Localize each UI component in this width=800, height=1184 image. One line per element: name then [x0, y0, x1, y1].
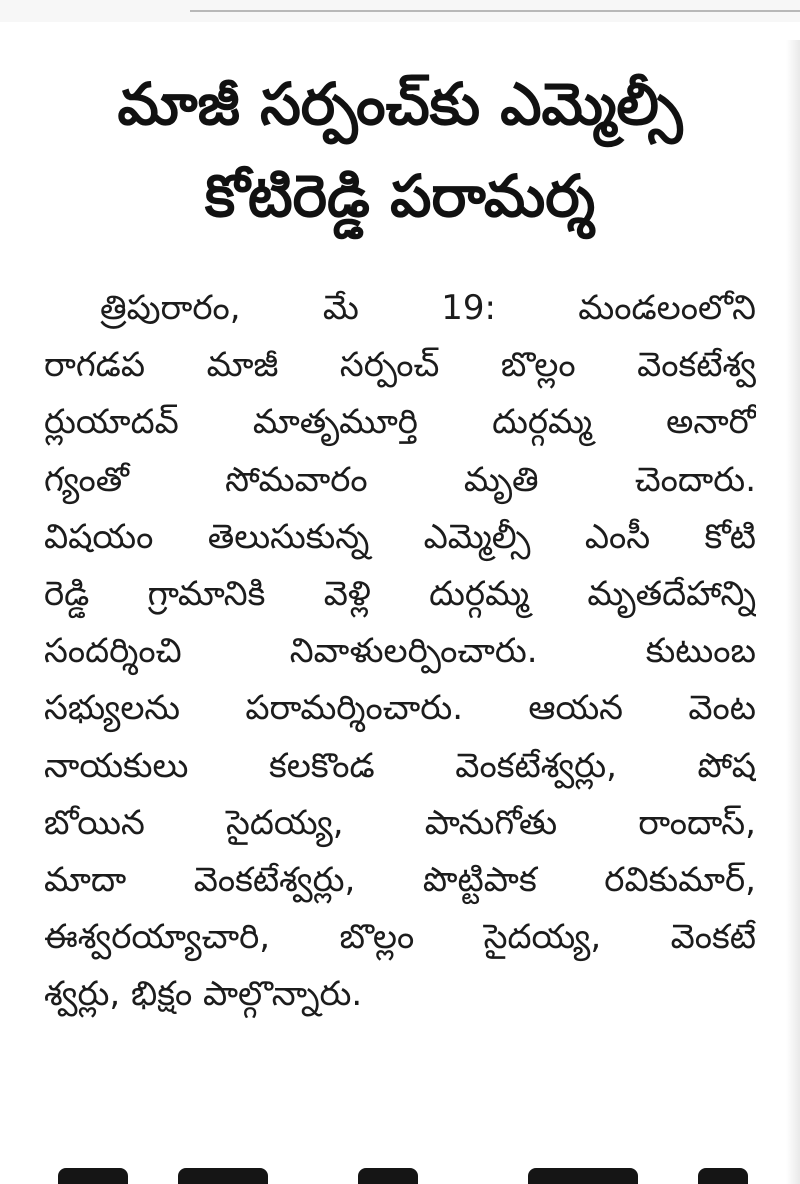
column-divider-rule	[190, 10, 800, 12]
cut-glyph	[528, 1168, 638, 1184]
cut-glyph	[698, 1168, 748, 1184]
body-line: శ్వర్లు, భిక్షం పాల్గొన్నారు.	[44, 974, 363, 1015]
body-line: రాగడప మాజీ సర్పంచ్ బొల్లం వెంకటేశ్వ	[44, 345, 756, 386]
headline-line: మాజీ సర్పంచ్‌కు ఎమ్మెల్సీ	[117, 70, 683, 138]
body-line: మాదా వెంకటేశ్వర్లు, పొట్టిపాక రవికుమార్,	[44, 860, 756, 901]
headline-line: కోటిరెడ్డి పరామర్శ	[204, 162, 596, 230]
paper-edge-shadow	[786, 40, 800, 1184]
body-line: సభ్యులను పరామర్శించారు. ఆయన వెంట	[44, 688, 756, 729]
body-line: గ్యంతో సోమవారం మృతి చెందారు.	[44, 459, 756, 500]
body-line: ఈశ్వరయ్యాచారి, బొల్లం సైదయ్య, వెంకటే	[44, 917, 756, 958]
next-article-headline-cut	[58, 1164, 758, 1184]
article-headline	[40, 58, 760, 242]
body-line: రెడ్డి గ్రామానికి వెళ్లి దుర్గమ్మ మృతదేహాన్ని	[44, 574, 756, 615]
cut-glyph	[358, 1168, 418, 1184]
body-line: త్రిపురారం, మే 19: మండలంలోని	[100, 288, 756, 328]
body-line: బోయిన సైదయ్య, పానుగోతు రాందాస్,	[44, 802, 756, 843]
body-line: సందర్శించి నివాళులర్పించారు. కుటుంబ	[44, 631, 756, 672]
body-line: ర్లుయాదవ్ మాతృమూర్తి దుర్గమ్మ అనారో	[44, 402, 756, 443]
body-line: నాయకులు కలకొండ వెంకటేశ్వర్లు, పోష	[44, 745, 756, 786]
article-body	[44, 280, 756, 1024]
cut-glyph	[178, 1168, 268, 1184]
cut-glyph	[58, 1168, 128, 1184]
body-line: విషయం తెలుసుకున్న ఎమ్మెల్సీ ఎంసీ కోటి	[44, 516, 756, 557]
